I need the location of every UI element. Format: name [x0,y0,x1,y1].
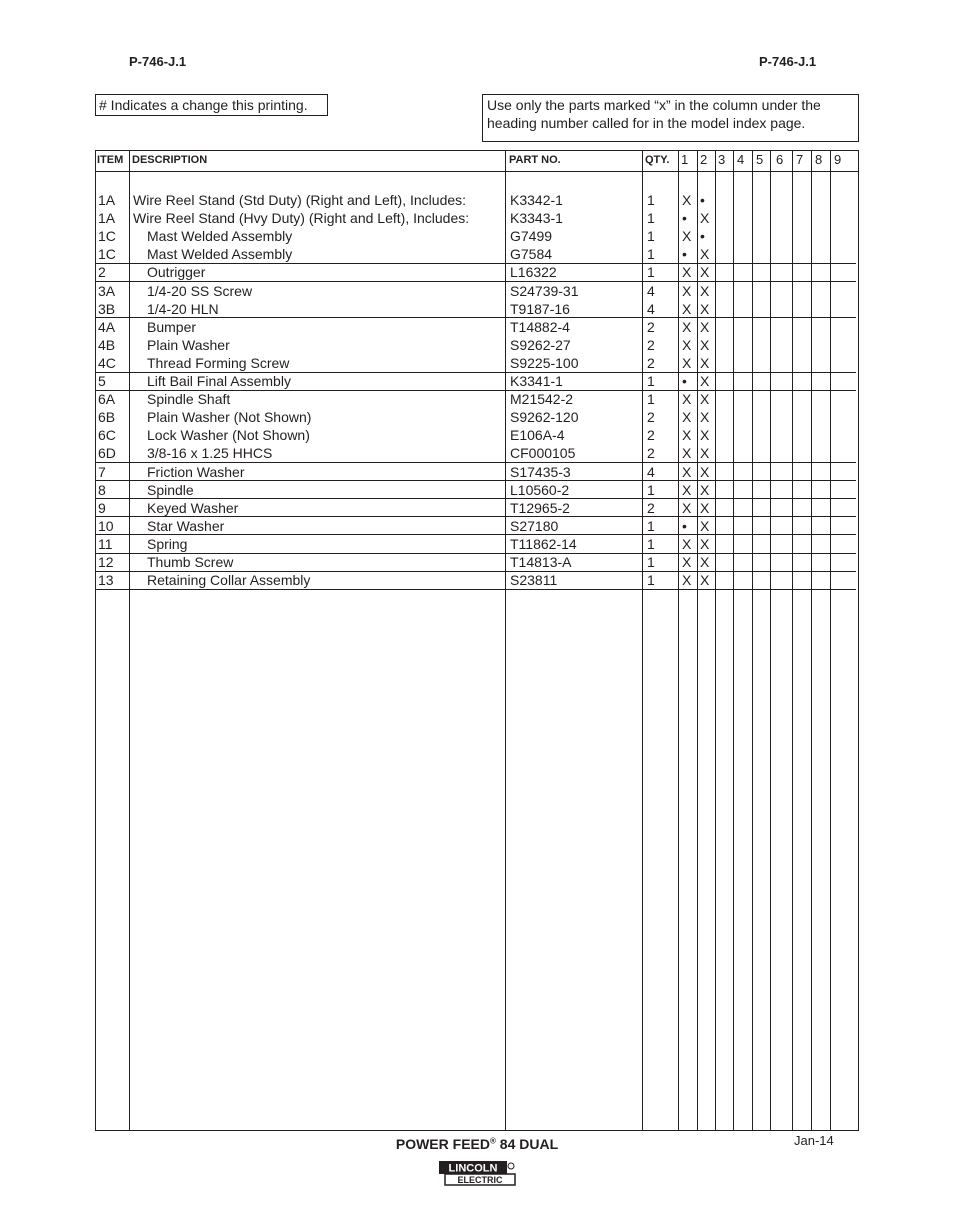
model-2-cell: X [700,427,710,444]
model-2-cell: X [700,282,710,299]
table-row [96,444,858,462]
item-cell: 13 [98,572,114,589]
parts-table [95,150,859,1131]
quantity-cell: 1 [647,264,655,281]
model-2-cell: • [700,192,705,208]
model-2-cell: X [700,300,710,317]
item-cell: 5 [98,373,106,389]
model-1-cell: • [682,246,687,263]
part-number-cell: CF000105 [510,445,576,462]
part-number-cell: L16322 [510,264,557,281]
part-number-cell: K3343-1 [510,210,563,227]
item-cell: 11 [98,535,113,552]
table-row [96,571,858,589]
table-row [96,263,858,281]
model-2-cell: X [700,499,710,516]
quantity-cell: 1 [647,572,655,589]
part-number-cell: T14813-A [510,554,572,570]
quantity-cell: 2 [647,445,655,462]
quantity-cell: 4 [647,300,655,317]
description-cell: Star Washer [147,517,225,534]
model-1-cell: X [682,300,692,317]
item-cell: 6A [98,391,116,408]
product-name-text: POWER FEED [395,1136,490,1152]
description-cell: Thumb Screw [147,554,234,570]
part-number-cell: S27180 [510,517,559,534]
table-row [96,553,858,571]
part-number-cell: T12965-2 [510,499,570,516]
model-1-cell: X [682,354,692,371]
part-number-cell: T9187-16 [510,300,570,317]
column-header-qty: QTY. [645,154,670,166]
model-1-cell: X [682,282,692,299]
document-code-left: P-746-J.1 [129,54,187,69]
model-1-cell: X [682,264,692,281]
table-row [96,209,858,227]
part-number-cell: T14882-4 [510,318,570,335]
model-1-cell: X [682,409,692,426]
quantity-cell: 1 [647,481,655,498]
model-1-cell: • [682,517,687,534]
table-row [96,499,858,517]
description-cell: Bumper [147,318,197,335]
item-cell: 6B [98,409,116,426]
item-cell: 7 [98,463,106,480]
part-number-cell: S9262-27 [510,336,571,353]
table-row [96,191,858,209]
column-header-description: DESCRIPTION [132,154,208,166]
model-2-cell: X [700,535,710,552]
column-header-part-no: PART NO. [509,154,561,166]
table-row [96,426,858,444]
part-number-cell: K3341-1 [510,373,563,389]
description-cell: 1/4-20 SS Screw [147,282,253,299]
model-1-cell: X [682,228,692,245]
model-2-cell: X [700,463,710,480]
description-cell: Lift Bail Final Assembly [147,373,291,389]
quantity-cell: 1 [647,246,655,263]
part-number-cell: S17435-3 [510,463,571,480]
description-cell: Plain Washer (Not Shown) [147,409,312,426]
lincoln-electric-logo [437,1160,517,1186]
column-header-model-5: 5 [756,152,764,167]
quantity-cell: 1 [647,535,655,552]
model-2-cell: X [700,481,710,498]
model-2-cell: X [700,318,710,335]
model-1-cell: • [682,373,687,389]
model-1-cell: X [682,463,692,480]
description-cell: Friction Washer [147,463,245,480]
column-header-item: ITEM [97,154,124,166]
quantity-cell: 2 [647,336,655,353]
item-cell: 1A [98,192,116,208]
description-cell: 3/8-16 x 1.25 HHCS [147,445,273,462]
model-2-cell: X [700,517,710,534]
item-cell: 10 [98,517,114,534]
part-number-cell: S9262-120 [510,409,579,426]
quantity-cell: 2 [647,354,655,371]
model-1-cell: X [682,192,692,208]
model-1-cell: X [682,572,692,589]
description-cell: Retaining Collar Assembly [147,572,311,589]
description-cell: Outrigger [147,264,206,281]
item-cell: 12 [98,554,114,570]
table-row [96,318,858,336]
column-header-model-9: 9 [834,152,842,167]
item-cell: 9 [98,499,106,516]
model-2-cell: X [700,409,710,426]
model-1-cell: X [682,318,692,335]
description-cell: Spindle Shaft [147,391,231,408]
description-cell: Spindle [147,481,194,498]
model-1-cell: X [682,391,692,408]
table-row [96,463,858,481]
part-number-cell: S9225-100 [510,354,579,371]
quantity-cell: 1 [647,554,655,570]
part-number-cell: K3342-1 [510,192,563,208]
model-2-cell: X [700,210,710,227]
item-cell: 6C [98,427,116,444]
description-cell: Wire Reel Stand (Hvy Duty) (Right and Left), Includes: [133,210,470,227]
document-code-right: P-746-J.1 [759,54,817,69]
table-row [96,535,858,553]
table-row [96,390,858,408]
product-name-suffix: 84 DUAL [495,1136,559,1152]
model-2-cell: X [700,445,710,462]
description-cell: Mast Welded Assembly [147,228,293,245]
part-number-cell: E106A-4 [510,427,565,444]
item-cell: 6D [98,445,116,462]
description-cell: Keyed Washer [147,499,239,516]
model-2-cell: • [700,228,705,245]
description-cell: Spring [147,535,188,552]
column-header-model-1: 1 [681,152,689,167]
model-1-cell: X [682,427,692,444]
usage-note: Use only the parts marked “x” in the column under the heading number called for in the model index page. [482,94,859,142]
svg-text:ELECTRIC: ELECTRIC [457,1175,503,1185]
svg-text:LINCOLN: LINCOLN [448,1162,498,1175]
part-number-cell: S24739-31 [510,282,579,299]
part-number-cell: G7499 [510,228,553,245]
part-number-cell: L10560-2 [510,481,570,498]
model-1-cell: X [682,445,692,462]
model-1-cell: X [682,554,692,570]
description-cell: Thread Forming Screw [147,354,290,371]
table-row [96,336,858,354]
quantity-cell: 4 [647,282,655,299]
model-2-cell: X [700,264,710,281]
table-row [96,227,858,245]
model-1-cell: • [682,210,687,227]
model-2-cell: X [700,246,710,263]
item-cell: 3B [98,300,116,317]
model-2-cell: X [700,336,710,353]
model-1-cell: X [682,499,692,516]
part-number-cell: M21542-2 [510,391,574,408]
table-row [96,245,858,263]
part-number-cell: G7584 [510,246,553,263]
model-2-cell: X [700,373,710,389]
quantity-cell: 2 [647,499,655,516]
item-cell: 3A [98,282,116,299]
description-cell: Lock Washer (Not Shown) [147,427,310,444]
quantity-cell: 1 [647,210,655,227]
part-number-cell: S23811 [510,572,558,589]
model-2-cell: X [700,391,710,408]
quantity-cell: 1 [647,517,655,534]
table-row [96,372,858,390]
model-2-cell: X [700,554,710,570]
model-1-cell: X [682,336,692,353]
table-row [96,354,858,372]
table-row [96,517,858,535]
item-cell: 4C [98,354,116,371]
revision-date: Jan-14 [794,1133,834,1148]
table-row [96,300,858,318]
quantity-cell: 1 [647,228,655,245]
quantity-cell: 1 [647,373,655,389]
table-row [96,282,858,300]
quantity-cell: 1 [647,192,655,208]
description-cell: 1/4-20 HLN [147,300,219,317]
column-header-model-8: 8 [815,152,823,167]
column-header-model-3: 3 [718,152,726,167]
part-number-cell: T11862-14 [510,535,577,552]
table-row [96,408,858,426]
quantity-cell: 1 [647,391,655,408]
column-header-model-6: 6 [776,152,784,167]
description-cell: Mast Welded Assembly [147,246,293,263]
model-2-cell: X [700,354,710,371]
table-row [96,481,858,499]
quantity-cell: 2 [647,427,655,444]
item-cell: 1C [98,228,116,245]
quantity-cell: 2 [647,318,655,335]
item-cell: 2 [98,264,106,281]
item-cell: 1A [98,210,116,227]
item-cell: 1C [98,246,116,263]
column-header-model-2: 2 [700,152,708,167]
model-2-cell: X [700,572,710,589]
model-1-cell: X [682,535,692,552]
registered-mark: ® [489,1136,496,1146]
item-cell: 4A [98,318,116,335]
column-header-model-4: 4 [737,152,745,167]
model-1-cell: X [682,481,692,498]
item-cell: 4B [98,336,116,353]
quantity-cell: 2 [647,409,655,426]
change-note: # Indicates a change this printing. [95,94,328,116]
item-cell: 8 [98,481,106,498]
quantity-cell: 4 [647,463,655,480]
column-header-model-7: 7 [796,152,804,167]
description-cell: Wire Reel Stand (Std Duty) (Right and Left), Includes: [133,192,467,208]
description-cell: Plain Washer [147,336,230,353]
